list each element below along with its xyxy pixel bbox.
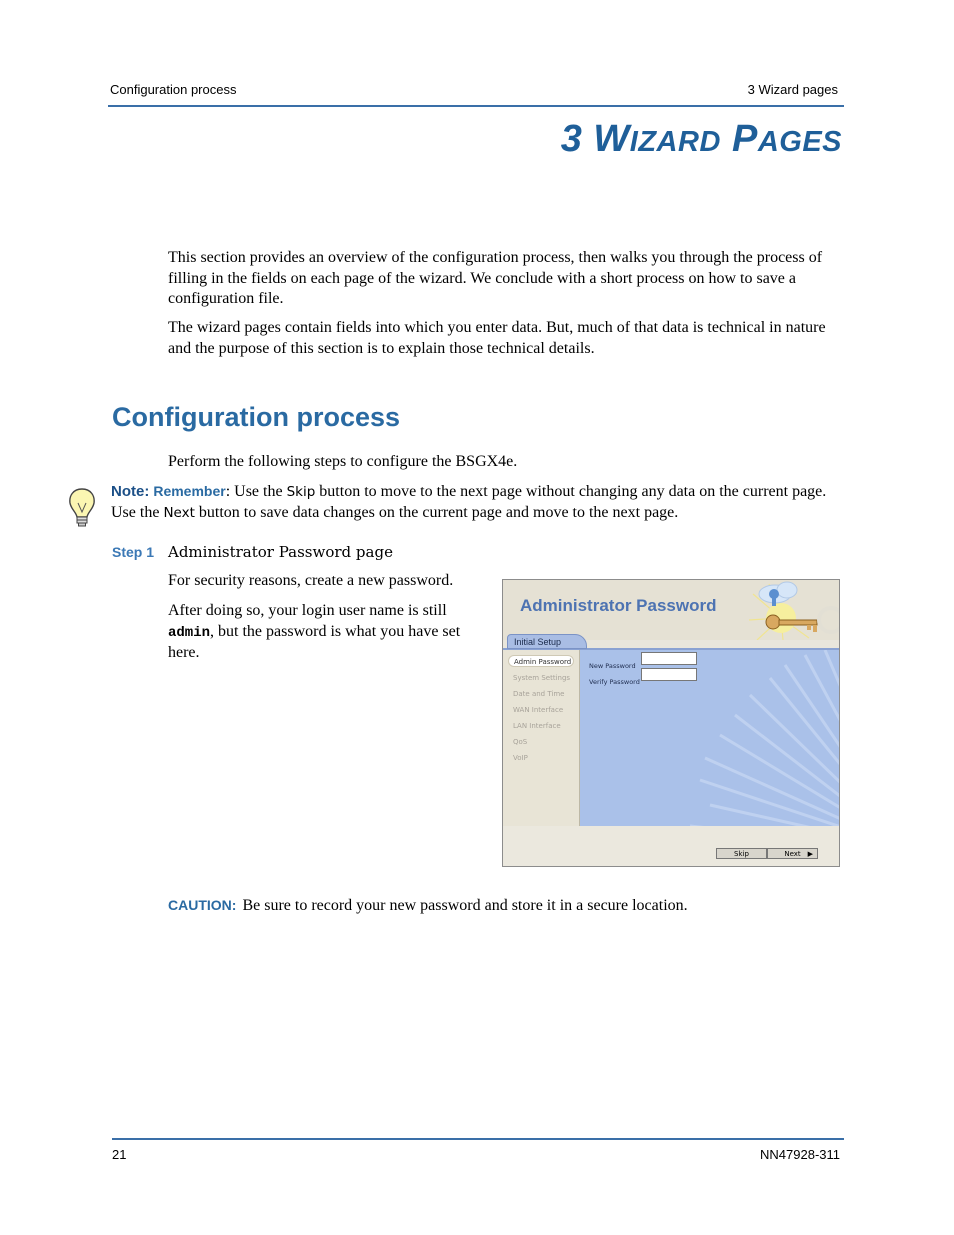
verify-password-label: Verify Password bbox=[589, 678, 640, 686]
sunburst-decoration bbox=[580, 650, 839, 826]
sidebar-item-admin-password: Admin Password bbox=[508, 655, 574, 667]
caution-text: Be sure to record your new password and store it in a secure location. bbox=[242, 897, 688, 914]
sidebar-item-qos: QoS bbox=[513, 738, 528, 746]
chapter-rest-1: IZARD bbox=[629, 126, 721, 158]
note-text-3: button to save data changes on the current page and move to the next page. bbox=[194, 503, 679, 521]
note-next-word: Next bbox=[163, 504, 195, 521]
screenshot-next-button bbox=[767, 848, 818, 859]
section-heading: Configuration process bbox=[112, 402, 401, 432]
admin-username: admin bbox=[168, 624, 211, 641]
caution-block bbox=[168, 897, 688, 915]
step-paragraph-2-end: , but the password is what you have set here. bbox=[168, 622, 461, 661]
chapter-initial-2: P bbox=[731, 118, 758, 160]
steps-intro: Perform the following steps to configure the BSGX4e. bbox=[168, 453, 518, 470]
chapter-initial-1: W bbox=[593, 118, 630, 160]
chapter-number: 3 bbox=[560, 118, 583, 160]
page-number: 21 bbox=[112, 1147, 127, 1162]
note-skip-word: Skip bbox=[286, 484, 316, 500]
play-arrow-icon: ▶ bbox=[807, 850, 813, 858]
new-password-label: New Password bbox=[589, 662, 636, 670]
screenshot-banner-title: Administrator Password bbox=[520, 596, 717, 615]
lightbulb-icon bbox=[66, 486, 98, 530]
chapter-title bbox=[561, 118, 842, 161]
step-paragraph-2 bbox=[168, 601, 488, 664]
footer-rule bbox=[112, 1138, 844, 1140]
sidebar-item-date-and-time: Date and Time bbox=[513, 690, 565, 698]
step-title: Administrator Password page bbox=[168, 543, 393, 561]
verify-password-input bbox=[641, 668, 697, 681]
note-block bbox=[111, 481, 841, 523]
document-number: NN47928-311 bbox=[760, 1147, 840, 1162]
sidebar-item-system-settings: System Settings bbox=[513, 674, 571, 682]
note-label: Note: bbox=[111, 483, 150, 500]
intro-paragraph-2: The wizard pages contain fields into which you enter data. But, much of that data is technical in nature and the purpose of this section is to explain those technical details. bbox=[168, 319, 826, 357]
step-label: Step 1 bbox=[112, 544, 155, 560]
admin-password-screenshot bbox=[502, 579, 840, 867]
sidebar-item-voip: VoIP bbox=[513, 754, 528, 762]
sidebar-item-lan-interface: LAN Interface bbox=[513, 722, 561, 730]
step-paragraph-2-start: After doing so, your login user name is still bbox=[168, 602, 447, 619]
note-text-2: button to move to the next page without changing any data on the current page. Use the bbox=[111, 483, 827, 521]
header-rule bbox=[108, 105, 844, 107]
screenshot-form-area bbox=[580, 650, 839, 826]
header-chapter-title: 3 Wizard pages bbox=[747, 82, 838, 97]
screenshot-sidebar bbox=[503, 650, 580, 826]
sidebar-item-wan-interface: WAN Interface bbox=[513, 706, 564, 714]
step-paragraph-1: For security reasons, create a new password. bbox=[168, 572, 454, 589]
screenshot-footer bbox=[503, 826, 839, 866]
header-section-title: Configuration process bbox=[110, 82, 237, 97]
new-password-input bbox=[641, 652, 697, 665]
note-text-1: : Use the bbox=[225, 483, 287, 500]
note-remember: Remember bbox=[153, 483, 226, 499]
screenshot-skip-button: Skip bbox=[716, 848, 767, 859]
screenshot-next-label: Next bbox=[784, 850, 801, 858]
intro-paragraph-1: This section provides an overview of the configuration process, then walks you through the process of filling in the fields on each page of the wizard. We conclude with a short process on how to save a configuration file. bbox=[168, 249, 823, 307]
caution-label: CAUTION: bbox=[168, 897, 237, 913]
screenshot-tab-initial-setup: Initial Setup bbox=[507, 634, 587, 649]
chapter-rest-2: AGES bbox=[757, 126, 842, 158]
key-cloud-icon bbox=[743, 580, 839, 640]
